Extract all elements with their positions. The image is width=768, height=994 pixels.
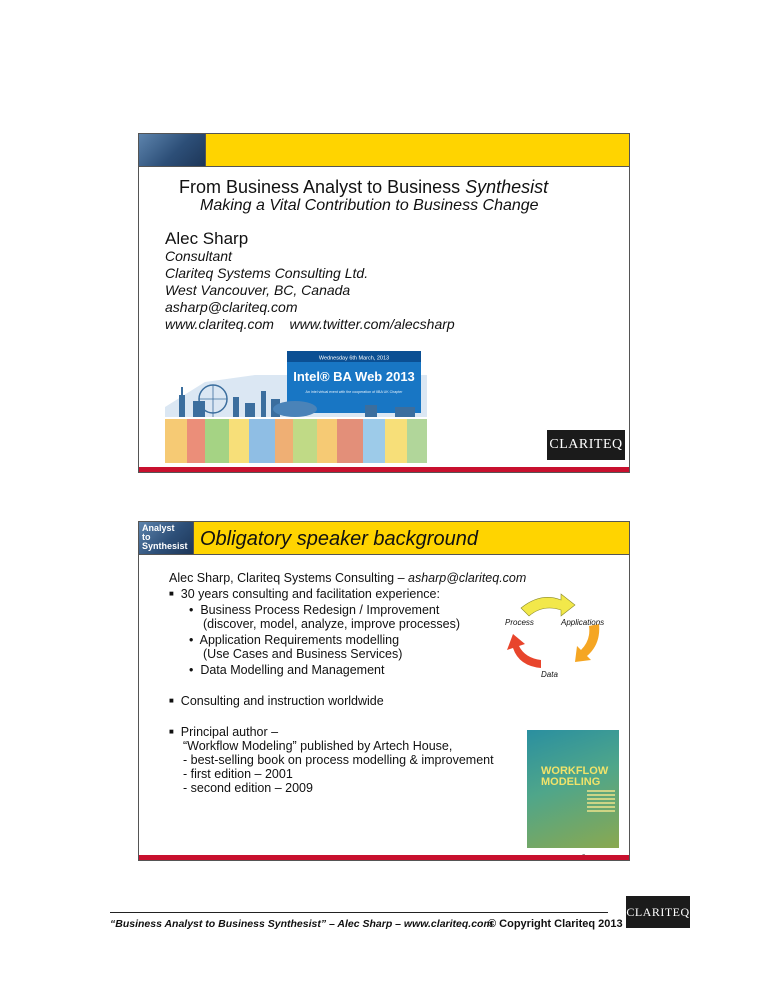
speaker-location: West Vancouver, BC, Canada bbox=[165, 282, 351, 298]
sub-bullet-process: • Business Process Redesign / Improvement bbox=[189, 603, 440, 617]
slide-bottom-rule bbox=[139, 467, 629, 472]
process-cycle-diagram bbox=[491, 586, 621, 682]
cycle-arrows-icon bbox=[491, 586, 621, 682]
bullet-author: ■ Principal author – bbox=[169, 725, 279, 739]
intro-line: Alec Sharp, Clariteq Systems Consulting – asharp@clariteq.com bbox=[169, 571, 527, 585]
book-detail-3: - second edition – 2009 bbox=[183, 781, 313, 795]
clariteq-logo: CLARITEQ bbox=[547, 430, 625, 460]
speaker-name: Alec Sharp bbox=[165, 229, 249, 248]
sub-bullet-requirements-detail: (Use Cases and Business Services) bbox=[203, 647, 403, 661]
speaker-role: Consultant bbox=[165, 248, 232, 264]
sub-bullet-requirements: • Application Requirements modelling bbox=[189, 633, 400, 647]
speaker-email: asharp@clariteq.com bbox=[165, 299, 298, 315]
slide-bottom-rule bbox=[139, 855, 629, 860]
book-line: “Workflow Modeling” published by Artech House, bbox=[183, 739, 453, 753]
speaker-company: Clariteq Systems Consulting Ltd. bbox=[165, 265, 369, 281]
section-tag: Analyst to Synthesist bbox=[142, 523, 188, 551]
banner-date: Wednesday 6th March, 2013 bbox=[318, 355, 390, 362]
book-cover-title: WORKFLOW MODELING bbox=[541, 765, 609, 788]
book-cover-text-lines bbox=[587, 790, 615, 814]
bullet-worldwide: ■ Consulting and instruction worldwide bbox=[169, 694, 384, 708]
book-detail-2: - first edition – 2001 bbox=[183, 767, 293, 781]
banner-title: Intel® BA Web 2013 bbox=[293, 369, 415, 384]
presentation-title: From Business Analyst to Business Synthesist bbox=[179, 177, 549, 197]
book-detail-1: - best-selling book on process modelling & improvement bbox=[183, 753, 494, 767]
presentation-subtitle: Making a Vital Contribution to Business Change bbox=[200, 197, 539, 214]
cycle-label-data: Data bbox=[541, 670, 558, 679]
cycle-label-applications: Applications bbox=[561, 618, 605, 627]
corner-graphic bbox=[139, 522, 194, 554]
event-banner-image bbox=[165, 347, 427, 465]
footer-citation: “Business Analyst to Business Synthesist” – Alec Sharp – www.clariteq.com bbox=[110, 918, 493, 930]
footer-clariteq-logo: CLARITEQ bbox=[626, 896, 690, 928]
sub-bullet-process-detail: (discover, model, analyze, improve processes) bbox=[203, 617, 461, 631]
bullet-experience: ■ 30 years consulting and facilitation experience: bbox=[169, 587, 440, 601]
slide-1 bbox=[138, 133, 630, 473]
footer-copyright: © Copyright Clariteq 2013 bbox=[488, 918, 623, 930]
slide-title: Obligatory speaker background bbox=[200, 528, 478, 550]
title-band bbox=[139, 134, 629, 167]
slide-2 bbox=[138, 521, 630, 861]
banner-subtitle: An intel virtual event with the cooperation of IIBA UK Chapter bbox=[305, 390, 403, 394]
sub-bullet-data: • Data Modelling and Management bbox=[189, 663, 385, 677]
book-cover-image bbox=[527, 730, 619, 848]
speaker-links: www.clariteq.com www.twitter.com/alecsharp bbox=[165, 316, 455, 332]
footer-rule bbox=[110, 912, 608, 913]
corner-graphic bbox=[139, 134, 206, 166]
cycle-label-process: Process bbox=[505, 618, 534, 627]
